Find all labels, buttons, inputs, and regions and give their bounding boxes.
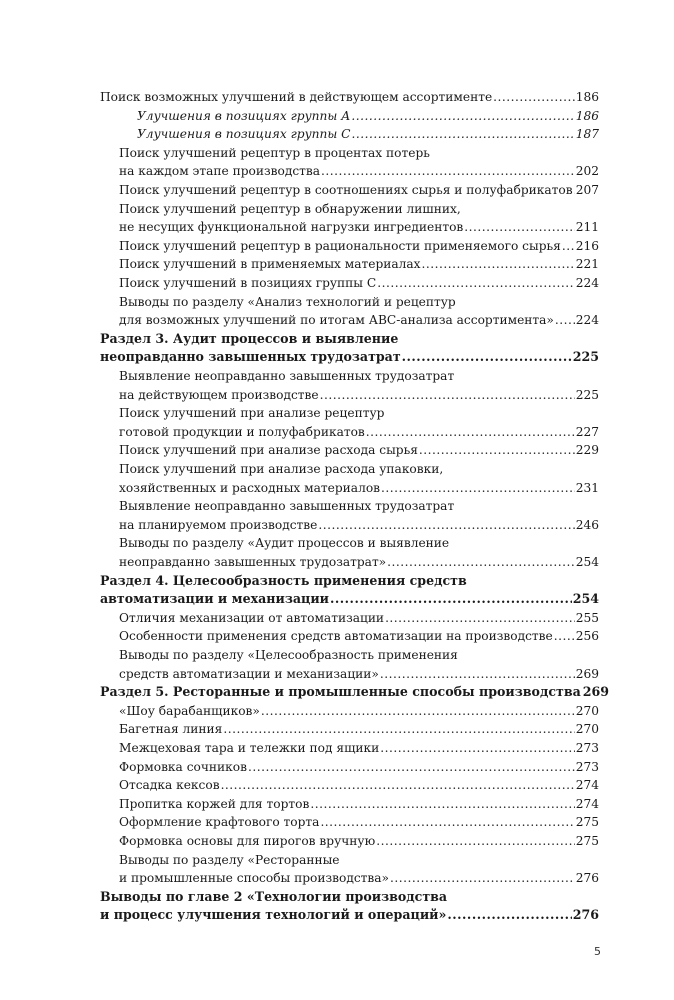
toc-page-number: 225 — [575, 387, 599, 402]
toc-page-number: 254 — [572, 591, 599, 607]
toc-entry-title: готовой продукции и полуфабрикатов — [119, 424, 365, 439]
toc-entry-title: неоправданно завышенных трудозатрат — [100, 349, 401, 365]
toc-entry — [137, 107, 599, 126]
toc-entry-title: Раздел 4. Целесообразность применения средств — [100, 572, 467, 588]
toc-entry-title: Межцеховая тара и тележки под ящики — [119, 741, 380, 755]
toc-entry-title: хозяйственных и расходных материалов — [119, 480, 381, 495]
toc-page-number: 269 — [582, 684, 610, 700]
dot-leader — [376, 832, 575, 850]
toc-entry — [119, 441, 599, 460]
toc-entry-title: Поиск улучшений в применяемых материалах — [119, 257, 421, 272]
toc-entry — [119, 795, 599, 814]
toc-page-number: 256 — [575, 629, 599, 644]
toc-page-number: 269 — [575, 666, 599, 681]
toc-page-number: 254 — [575, 554, 599, 569]
dot-leader — [321, 162, 575, 180]
toc-entry-title: Выводы по разделу «Целесообразность применения — [119, 648, 458, 662]
toc-entry-title: автоматизации и механизации — [100, 591, 330, 607]
toc-entry — [119, 720, 599, 739]
toc-entry-title: Выявление неоправданно завышенных трудозатрат — [119, 369, 455, 383]
dot-leader — [261, 702, 575, 720]
dot-leader — [555, 311, 575, 329]
dot-leader — [493, 88, 575, 106]
toc-entry-title: для возможных улучшений по итогам АВС-анализа ассортимента» — [119, 313, 554, 328]
dot-leader — [320, 386, 575, 404]
dot-leader — [447, 906, 571, 924]
toc-entry — [119, 293, 599, 330]
toc-page-number: 229 — [575, 443, 599, 458]
dot-leader — [387, 553, 575, 571]
dot-leader — [381, 479, 575, 497]
toc-entry — [119, 609, 599, 628]
toc-entry — [119, 237, 599, 256]
toc-entry-title: Выводы по разделу «Аудит процессов и выявление — [119, 536, 450, 551]
toc-section-entry — [100, 888, 599, 925]
toc-entry-title: Поиск улучшений рецептур в соотношениях сырья и полуфабрикатов — [119, 183, 573, 197]
toc-entry-title: Пропитка коржей для тортов — [119, 796, 310, 811]
dot-leader — [380, 739, 574, 757]
toc-page-number: 274 — [575, 778, 599, 793]
toc-entry-title: Поиск улучшений рецептур в рациональности применяемого сырья — [119, 238, 561, 253]
dot-leader — [464, 218, 574, 236]
toc-entry-title: Отсадка кексов — [119, 778, 220, 793]
toc-entry — [119, 776, 599, 795]
toc-entry-title: Раздел 3. Аудит процессов и выявление — [100, 330, 399, 346]
toc-entry-title: Оформление крафтового торта — [119, 815, 320, 830]
dot-leader — [310, 795, 574, 813]
toc-entry-title: Улучшения в позициях группы С — [137, 127, 351, 142]
dot-leader — [574, 181, 575, 199]
dot-leader — [562, 237, 575, 255]
toc-entry — [119, 181, 599, 200]
toc-entry — [119, 702, 599, 721]
toc-page-number: 187 — [575, 127, 599, 142]
toc-entry — [119, 144, 599, 181]
toc-page-number: 227 — [575, 424, 599, 439]
toc-entry-title: Выводы по главе 2 «Технологии производства — [100, 888, 448, 904]
toc-entry — [100, 88, 599, 107]
toc-entry — [119, 367, 599, 404]
toc-entry — [119, 646, 599, 683]
dot-leader — [223, 720, 574, 738]
dot-leader — [351, 107, 574, 125]
dot-leader — [221, 776, 575, 794]
dot-leader — [380, 665, 575, 683]
toc-entry-title: Формовка основы для пирогов вручную — [119, 834, 376, 848]
toc-section-entry — [100, 683, 610, 702]
toc-page-number: 276 — [575, 871, 599, 886]
toc-entry-title: Выявление неоправданно завышенных трудозатрат — [119, 499, 455, 514]
dot-leader — [419, 441, 575, 459]
toc-page-number: 225 — [572, 349, 599, 365]
toc-entry-title: Формовка сочников — [119, 759, 247, 774]
toc-page-number: 275 — [575, 815, 599, 830]
toc-entry — [119, 200, 599, 237]
toc-entry-title: Поиск возможных улучшений в действующем ассортименте — [100, 90, 493, 104]
toc-page-number: 216 — [575, 238, 599, 253]
toc-page-number: 221 — [575, 257, 599, 272]
dot-leader — [318, 516, 574, 534]
toc-page-number: 207 — [575, 183, 599, 197]
toc-entry — [119, 534, 599, 571]
toc-entry — [119, 460, 599, 497]
toc-section-entry — [100, 330, 599, 367]
dot-leader — [320, 813, 574, 831]
toc-entry — [119, 739, 599, 758]
toc-entry-title: средств автоматизации и механизации» — [119, 666, 379, 681]
toc-entry — [119, 497, 599, 534]
toc-page-number: 273 — [575, 741, 599, 755]
dot-leader — [248, 758, 575, 776]
dot-leader — [422, 255, 575, 273]
toc-entry — [119, 832, 599, 851]
toc-entry-title: неоправданно завышенных трудозатрат» — [119, 554, 387, 569]
toc-entry-title: Выводы по разделу «Анализ технологий и рецептур — [119, 294, 456, 309]
toc-entry-title: Поиск улучшений рецептур в обнаружении лишних, — [119, 201, 461, 216]
toc-page-number: 270 — [575, 703, 599, 718]
toc-entry-title: и процесс улучшения технологий и операций» — [100, 907, 447, 923]
toc-entry-title: «Шоу барабанщиков» — [119, 703, 260, 718]
toc-page-number: 246 — [575, 517, 599, 532]
toc-page-number: 186 — [575, 90, 599, 104]
toc-page-number: 270 — [575, 722, 599, 737]
toc-page-number: 224 — [575, 276, 599, 290]
toc-page-number: 273 — [575, 759, 599, 774]
toc-entry-title: Поиск улучшений при анализе расхода упаковки, — [119, 462, 444, 476]
dot-leader — [351, 125, 574, 143]
toc-entry-title: Особенности применения средств автоматизации на производстве — [119, 629, 553, 644]
toc-entry-title: Поиск улучшений в позициях группы С — [119, 276, 377, 290]
toc-page-number: 211 — [575, 220, 599, 235]
toc-entry-title: на планируемом производстве — [119, 517, 318, 532]
toc-entry — [119, 274, 599, 293]
toc-page-number: 186 — [575, 108, 599, 123]
dot-leader — [402, 348, 572, 366]
toc-entry-title: не несущих функциональной нагрузки ингредиентов — [119, 220, 464, 235]
toc-page-number: 224 — [575, 313, 599, 328]
dot-leader — [554, 627, 575, 645]
toc-page-number: 202 — [575, 164, 599, 179]
toc-entry-title: Раздел 5. Ресторанные и промышленные способы производства — [100, 684, 581, 700]
toc-page-number: 274 — [575, 796, 599, 811]
toc-entry-title: Выводы по разделу «Ресторанные — [119, 852, 340, 867]
toc-entry-title: Отличия механизации от автоматизации — [119, 610, 385, 625]
dot-leader — [390, 869, 575, 887]
toc-entry-title: Улучшения в позициях группы А — [137, 108, 351, 123]
toc-page-number: 275 — [575, 834, 599, 848]
dot-leader — [377, 274, 575, 292]
toc-entry — [119, 758, 599, 777]
toc-page-number: 231 — [575, 480, 599, 495]
toc-entry-title: Поиск улучшений при анализе рецептур — [119, 406, 385, 421]
toc-entry-title: на действующем производстве — [119, 387, 319, 402]
toc-page-number: 276 — [572, 907, 599, 923]
toc-entry — [119, 255, 599, 274]
toc-entry-title: и промышленные способы производства» — [119, 871, 390, 886]
dot-leader — [366, 423, 575, 441]
page-number: 5 — [594, 945, 601, 958]
toc-entry — [119, 813, 599, 832]
toc-entry-title: Поиск улучшений рецептур в процентах потерь — [119, 145, 430, 160]
dot-leader — [330, 590, 572, 608]
toc-entry-title: Поиск улучшений при анализе расхода сырья — [119, 443, 418, 458]
toc-entry — [119, 404, 599, 441]
toc-entry-title: на каждом этапе производства — [119, 164, 321, 179]
toc-entry — [137, 125, 599, 144]
toc-page-number: 255 — [575, 610, 599, 625]
toc-section-entry — [100, 572, 599, 609]
toc-entry — [119, 627, 599, 646]
dot-leader — [385, 609, 575, 627]
toc-entry-title: Багетная линия — [119, 722, 223, 737]
toc-entry — [119, 851, 599, 888]
